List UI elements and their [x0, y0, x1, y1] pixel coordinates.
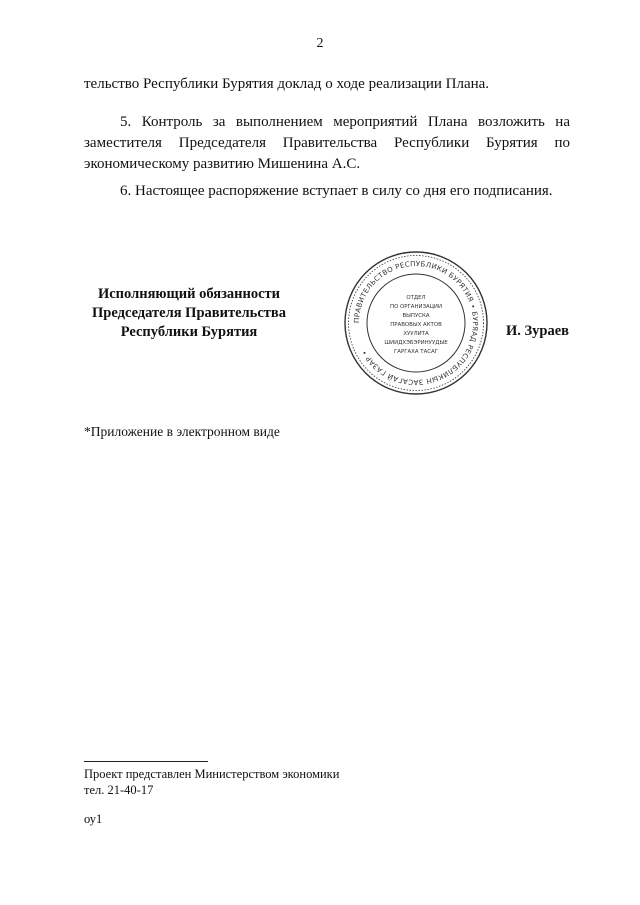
- footnote-line-2: тел. 21-40-17: [84, 783, 154, 797]
- seal-line-3: ВЫПУСКА: [402, 313, 430, 319]
- official-seal: [343, 250, 489, 396]
- paragraph-continuation: тельство Республики Бурятия доклад о ходе реализации Плана.: [84, 76, 490, 92]
- paragraph-6: 6. Настоящее распоряжение вступает в силу со дня его подписания.: [120, 183, 553, 199]
- seal-line-5: ХУУЛИТА: [403, 331, 429, 337]
- seal-line-2: ПО ОРГАНИЗАЦИИ: [390, 304, 442, 310]
- signatory-name: И. Зураев: [506, 323, 570, 339]
- signatory-title-line-2: Председателя Правительства: [92, 305, 286, 321]
- signatory-title-line-1: Исполняющий обязанности: [97, 286, 281, 302]
- page-number: 2: [316, 36, 324, 51]
- footnote-divider: [84, 761, 208, 762]
- seal-line-6: ШИИДХЭБЭРИНУУДЫЕ: [384, 340, 448, 346]
- seal-line-1: ОТДЕЛ: [406, 295, 426, 301]
- seal-outer-text: ПРАВИТЕЛЬСТВО РЕСПУБЛИКИ БУРЯТИЯ • БУРЯАД РЕСПУБЛИКЫН ЗАСАГАЙ ГАЗАР •: [352, 259, 480, 387]
- paragraph-5: 5. Контроль за выполнением мероприятий Плана возложить на заместителя Председателя Правительства Республики Бурятия по экономическому развитию Мишенина А.С.: [84, 114, 570, 172]
- appendix-note: *Приложение в электронном виде: [84, 424, 280, 439]
- footnote-line-1: Проект представлен Министерством экономики: [84, 767, 340, 781]
- signatory-title: [84, 285, 294, 342]
- seal-line-4: ПРАВОВЫХ АКТОВ: [390, 322, 442, 328]
- document-code: оу1: [84, 812, 103, 826]
- seal-line-7: ГАРГАХА ТАСАГ: [393, 349, 439, 355]
- footnote: [84, 766, 339, 798]
- signatory-title-line-3: Республики Бурятия: [120, 324, 258, 340]
